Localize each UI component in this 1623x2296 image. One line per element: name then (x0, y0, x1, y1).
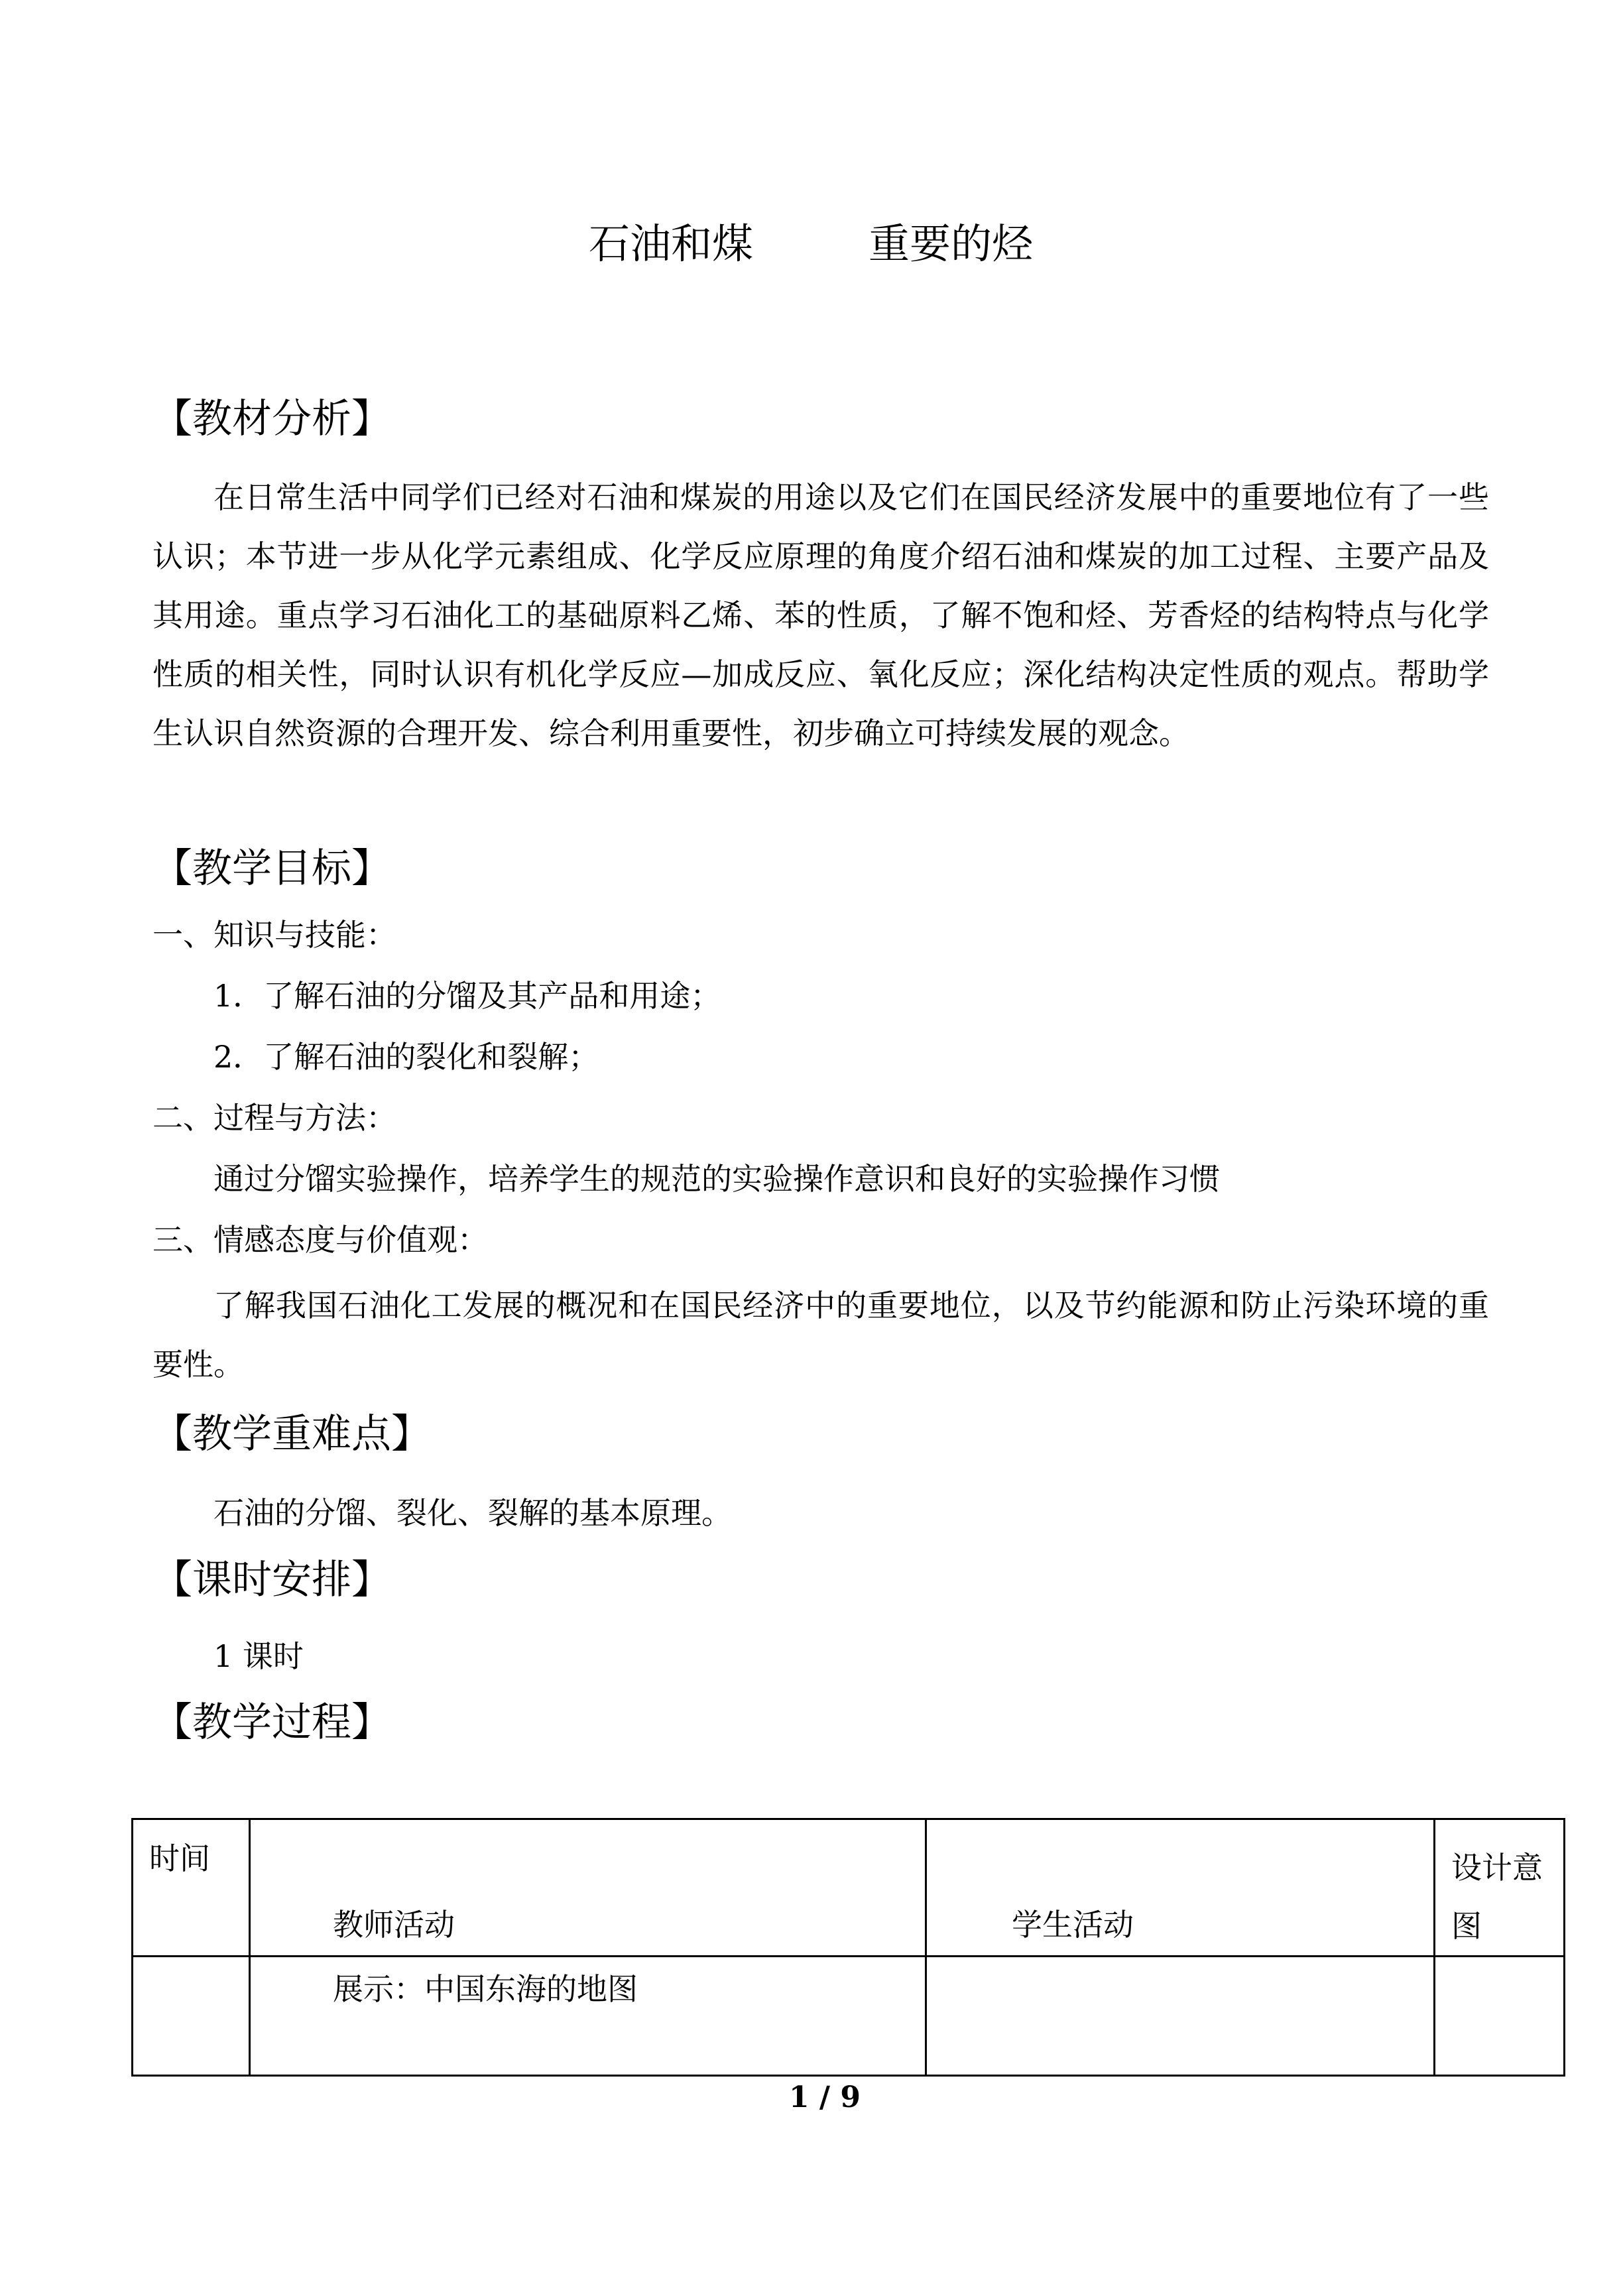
row1-intent-cell (1435, 1957, 1565, 2076)
row1-teacher: 展示：中国东海的地图 (333, 1971, 638, 2007)
table-row (133, 1957, 1565, 2076)
section-key-points-heading: 【教学重难点】 (152, 1411, 431, 1457)
header-intent: 设计意图 (1451, 1850, 1543, 1944)
header-time: 时间 (149, 1841, 210, 1876)
knowledge-item-2: 2．了解石油的裂化和裂解； (213, 1039, 599, 1075)
schedule-text: 1 课时 (213, 1638, 304, 1674)
header-time-cell (133, 1819, 250, 1957)
knowledge-heading: 一、知识与技能： (152, 917, 396, 953)
header-teacher: 教师活动 (333, 1907, 455, 1943)
header-student: 学生活动 (1012, 1907, 1134, 1943)
section-process-heading: 【教学过程】 (152, 1699, 391, 1746)
page-title-left: 石油和煤 (589, 219, 754, 268)
header-intent-cell (1435, 1819, 1565, 1957)
analysis-paragraph: 在日常生活中同学们已经对石油和煤炭的用途以及它们在国民经济发展中的重要地位有了一些认识；本节进一步从化学元素组成、化学反应原理的角度介绍石油和煤炭的加工过程、主要产品及其用途。重点学习石油化工的基础原料乙烯、苯的性质，了解不饱和烃、芳香烃的结构特点与化学性质的相关性，同时认识有机化学反应—加成反应、氧化反应；深化结构决定性质的观点。帮助学生认识自然资源的合理开发、综合利用重要性，初步确立可持续发展的观念。 (152, 479, 1489, 751)
process-text: 通过分馏实验操作，培养学生的规范的实验操作意识和良好的实验操作习惯 (213, 1161, 1220, 1197)
table-header-row (133, 1819, 1565, 1957)
row1-student-cell (926, 1957, 1435, 2076)
process-heading: 二、过程与方法： (152, 1100, 396, 1136)
attitude-heading: 三、情感态度与价值观： (152, 1222, 488, 1258)
section-analysis-heading: 【教材分析】 (152, 396, 391, 442)
row1-teacher-cell (250, 1957, 926, 2076)
lesson-table (131, 1818, 1565, 2077)
header-student-cell (926, 1819, 1435, 1957)
row1-time-cell (133, 1957, 250, 2076)
section-objectives-heading: 【教学目标】 (152, 845, 391, 892)
section-schedule-heading: 【课时安排】 (152, 1557, 391, 1603)
knowledge-item-1: 1．了解石油的分馏及其产品和用途； (213, 978, 721, 1014)
attitude-paragraph: 了解我国石油化工发展的概况和在国民经济中的重要地位，以及节约能源和防止污染环境的重要性。 (152, 1288, 1489, 1382)
page-number: 1 / 9 (789, 2081, 861, 2114)
page-title-right: 重要的烃 (869, 219, 1034, 268)
header-teacher-cell (250, 1819, 926, 1957)
key-points-text: 石油的分馏、裂化、裂解的基本原理。 (213, 1495, 732, 1531)
